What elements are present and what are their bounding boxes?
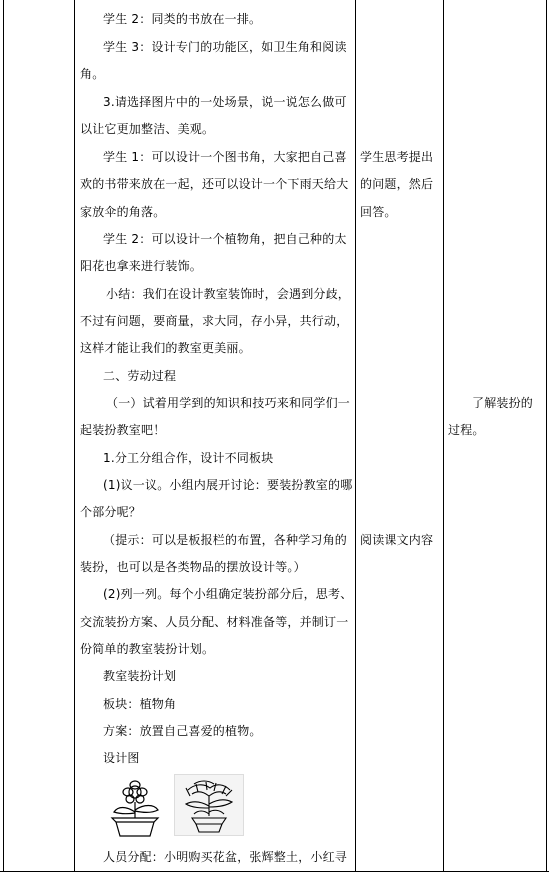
text-line: 装扮，也可以是各类物品的摆放设计等。） — [80, 560, 306, 574]
staff-assignment-line: 人员分配：小明购买花盆，张辉整土，小红寻 — [103, 850, 348, 864]
table-border-bottom — [0, 871, 549, 872]
table-border-left — [3, 0, 4, 872]
text-line: 学生 2：同类的书放在一排。 — [103, 12, 262, 26]
text-line: (2)列一列。每个小组确定装扮部分后，思考、 — [103, 587, 353, 601]
text-line: 学生 3：设计专门的功能区，如卫生角和阅读 — [103, 40, 347, 54]
plan-scheme: 方案：放置自己喜爱的植物。 — [103, 724, 262, 738]
plan-section: 板块：植物角 — [103, 697, 177, 711]
table-border-right — [546, 0, 547, 872]
text-line: 个部分呢？ — [80, 505, 142, 519]
text-line: 家放伞的角落。 — [80, 205, 166, 219]
text-line: 学生 1：可以设计一个图书角，大家把自己喜 — [103, 150, 347, 164]
column-divider-3 — [443, 0, 444, 872]
text-line: 欢的书带来放在一起，还可以设计一个下雨天给大 — [80, 177, 349, 191]
design-intent-text: 了解装扮的 — [472, 396, 534, 410]
text-line: 份简单的教室装扮计划。 — [80, 642, 215, 656]
text-line: (1)议一议。小组内展开讨论：要装扮教室的哪 — [103, 478, 353, 492]
summary-line: 小结：我们在设计教室装饰时，会遇到分歧， — [106, 287, 351, 301]
text-line: 以让它更加整洁、美观。 — [80, 122, 215, 136]
design-intent-text: 过程。 — [448, 423, 485, 437]
student-activity-text: 回答。 — [360, 205, 397, 219]
text-line: （一）试着用学到的知识和技巧来和同学们一 — [106, 396, 351, 410]
potted-plant-sketch — [174, 774, 244, 836]
text-line: 学生 2：可以设计一个植物角，把自己种的太 — [103, 232, 347, 246]
student-activity-text: 的问题，然后 — [360, 177, 434, 191]
section-heading: 二、劳动过程 — [103, 369, 177, 383]
text-line: 交流装扮方案、人员分配、材料准备等，并制订一 — [80, 615, 349, 629]
text-line: 阳花也拿来进行装饰。 — [80, 259, 203, 273]
text-line: 1.分工分组合作，设计不同板块 — [103, 451, 274, 465]
column-divider-1 — [74, 0, 75, 872]
summary-line: 这样才能让我们的教室更美丽。 — [80, 341, 251, 355]
text-line: 3.请选择图片中的一处场景，说一说怎么做可 — [103, 95, 347, 109]
student-activity-text: 学生思考提出 — [360, 150, 434, 164]
summary-line: 不过有问题，要商量，求大同，存小异，共行动， — [80, 314, 349, 328]
student-activity-text: 阅读课文内容 — [360, 533, 434, 547]
plan-title: 教室装扮计划 — [103, 669, 177, 683]
design-figure-label: 设计图 — [103, 751, 140, 765]
text-line: 起装扮教室吧！ — [80, 423, 166, 437]
text-line: （提示：可以是板报栏的布置，各种学习角的 — [103, 533, 348, 547]
column-divider-2 — [355, 0, 356, 872]
text-line: 角。 — [80, 67, 105, 81]
potted-flower-sketch — [104, 780, 166, 838]
